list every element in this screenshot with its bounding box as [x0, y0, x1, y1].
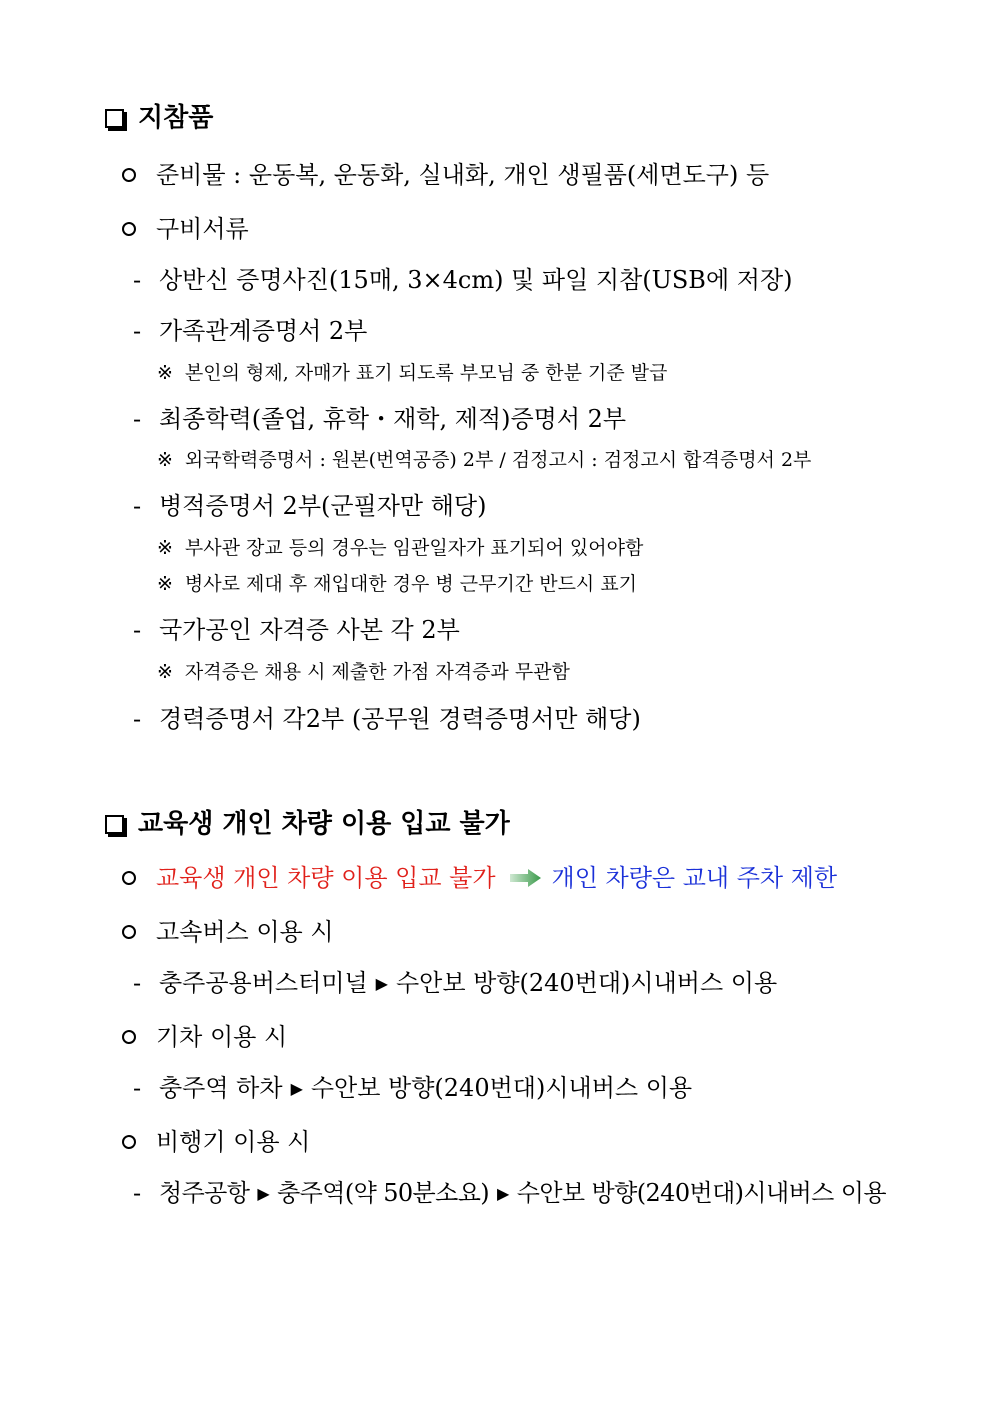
- route-step: 수안보 방향(240번대)시내버스 이용: [310, 1074, 693, 1102]
- item-text: 고속버스 이용 시: [156, 918, 334, 946]
- doc-item: [133, 491, 486, 521]
- doc-item: [133, 704, 641, 734]
- section-heading-supplies: [105, 103, 213, 133]
- doc-text: 경력증명서 각2부 (공무원 경력증명서만 해당): [159, 705, 641, 733]
- dash-marker: -: [133, 1179, 141, 1207]
- note-item: [157, 659, 570, 685]
- circle-bullet-icon: [122, 1135, 136, 1149]
- item-text: 준비물 : 운동복, 운동화, 실내화, 개인 생필품(세면도구) 등: [156, 161, 770, 189]
- list-item-restriction: [122, 863, 837, 895]
- reference-mark-icon: ※: [157, 573, 173, 595]
- triangle-right-icon: ▶: [375, 974, 388, 993]
- triangle-right-icon: ▶: [290, 1079, 303, 1098]
- dash-marker: -: [133, 405, 142, 433]
- item-text: 기차 이용 시: [156, 1023, 288, 1051]
- restriction-text: 교육생 개인 차량 이용 입교 불가: [156, 864, 496, 892]
- circle-bullet-icon: [122, 871, 136, 885]
- note-text: 병사로 제대 후 재입대한 경우 병 근무기간 반드시 표기: [184, 573, 638, 595]
- route-step: 청주공항: [159, 1179, 250, 1207]
- route-step: 충주공용버스터미널: [159, 969, 368, 997]
- reference-mark-icon: ※: [157, 661, 173, 683]
- item-text: 비행기 이용 시: [156, 1128, 311, 1156]
- doc-text: 병적증명서 2부(군필자만 해당): [159, 492, 487, 520]
- reference-mark-icon: ※: [157, 362, 173, 384]
- route-train: [133, 1073, 692, 1104]
- doc-item: [133, 265, 793, 295]
- dash-marker: -: [133, 492, 142, 520]
- reference-mark-icon: ※: [157, 449, 173, 471]
- doc-text: 최종학력(졸업, 휴학・재학, 제적)증명서 2부: [159, 405, 627, 433]
- list-item-train: [122, 1022, 287, 1052]
- dash-marker: -: [133, 317, 142, 345]
- note-text: 부사관 장교 등의 경우는 임관일자가 표기되어 있어야함: [184, 537, 644, 559]
- note-text: 자격증은 채용 시 제출한 가점 자격증과 무관함: [184, 661, 570, 683]
- note-item: [157, 447, 811, 473]
- doc-text: 상반신 증명사진(15매, 3×4cm) 및 파일 지참(USB에 저장): [159, 266, 793, 294]
- section-title: 교육생 개인 차량 이용 입교 불가: [138, 809, 510, 839]
- note-item: [157, 535, 643, 561]
- doc-item: [133, 615, 460, 645]
- route-plane: [133, 1178, 886, 1209]
- checkbox-square-icon: [105, 109, 124, 128]
- dash-marker: -: [133, 1074, 142, 1102]
- checkbox-square-icon: [105, 815, 124, 834]
- note-text: 외국학력증명서 : 원본(번역공증) 2부 / 검정고시 : 검정고시 합격증명서 2부: [184, 449, 812, 471]
- dash-marker: -: [133, 969, 142, 997]
- reference-mark-icon: ※: [157, 537, 173, 559]
- dash-marker: -: [133, 705, 142, 733]
- list-item-docs: [122, 214, 249, 244]
- list-item-prep: [122, 160, 769, 190]
- doc-text: 국가공인 자격증 사본 각 2부: [159, 616, 460, 644]
- route-step: 수안보 방향(240번대)시내버스 이용: [395, 969, 778, 997]
- route-step: 수안보 방향(240번대)시내버스 이용: [516, 1179, 886, 1207]
- note-item: [157, 360, 667, 386]
- circle-bullet-icon: [122, 925, 136, 939]
- item-text: 구비서류: [156, 215, 249, 243]
- note-text: 본인의 형제, 자매가 표기 되도록 부모님 중 한분 기준 발급: [184, 362, 668, 384]
- section-heading-vehicle: [105, 809, 510, 839]
- circle-bullet-icon: [122, 1030, 136, 1044]
- triangle-right-icon: ▶: [257, 1184, 270, 1203]
- list-item-bus: [122, 917, 334, 947]
- doc-item: [133, 316, 367, 346]
- doc-text: 가족관계증명서 2부: [159, 317, 368, 345]
- dash-marker: -: [133, 616, 142, 644]
- route-step: 충주역 하차: [159, 1074, 283, 1102]
- circle-bullet-icon: [122, 222, 136, 236]
- parking-text: 개인 차량은 교내 주차 제한: [551, 864, 838, 892]
- list-item-plane: [122, 1127, 310, 1157]
- dash-marker: -: [133, 266, 142, 294]
- note-item: [157, 571, 637, 597]
- green-arrow-icon: [510, 865, 542, 895]
- route-step: 충주역(약 50분소요): [277, 1179, 490, 1207]
- circle-bullet-icon: [122, 168, 136, 182]
- triangle-right-icon: ▶: [497, 1184, 509, 1203]
- section-title: 지참품: [138, 103, 214, 133]
- route-bus: [133, 968, 777, 999]
- doc-item: [133, 404, 626, 434]
